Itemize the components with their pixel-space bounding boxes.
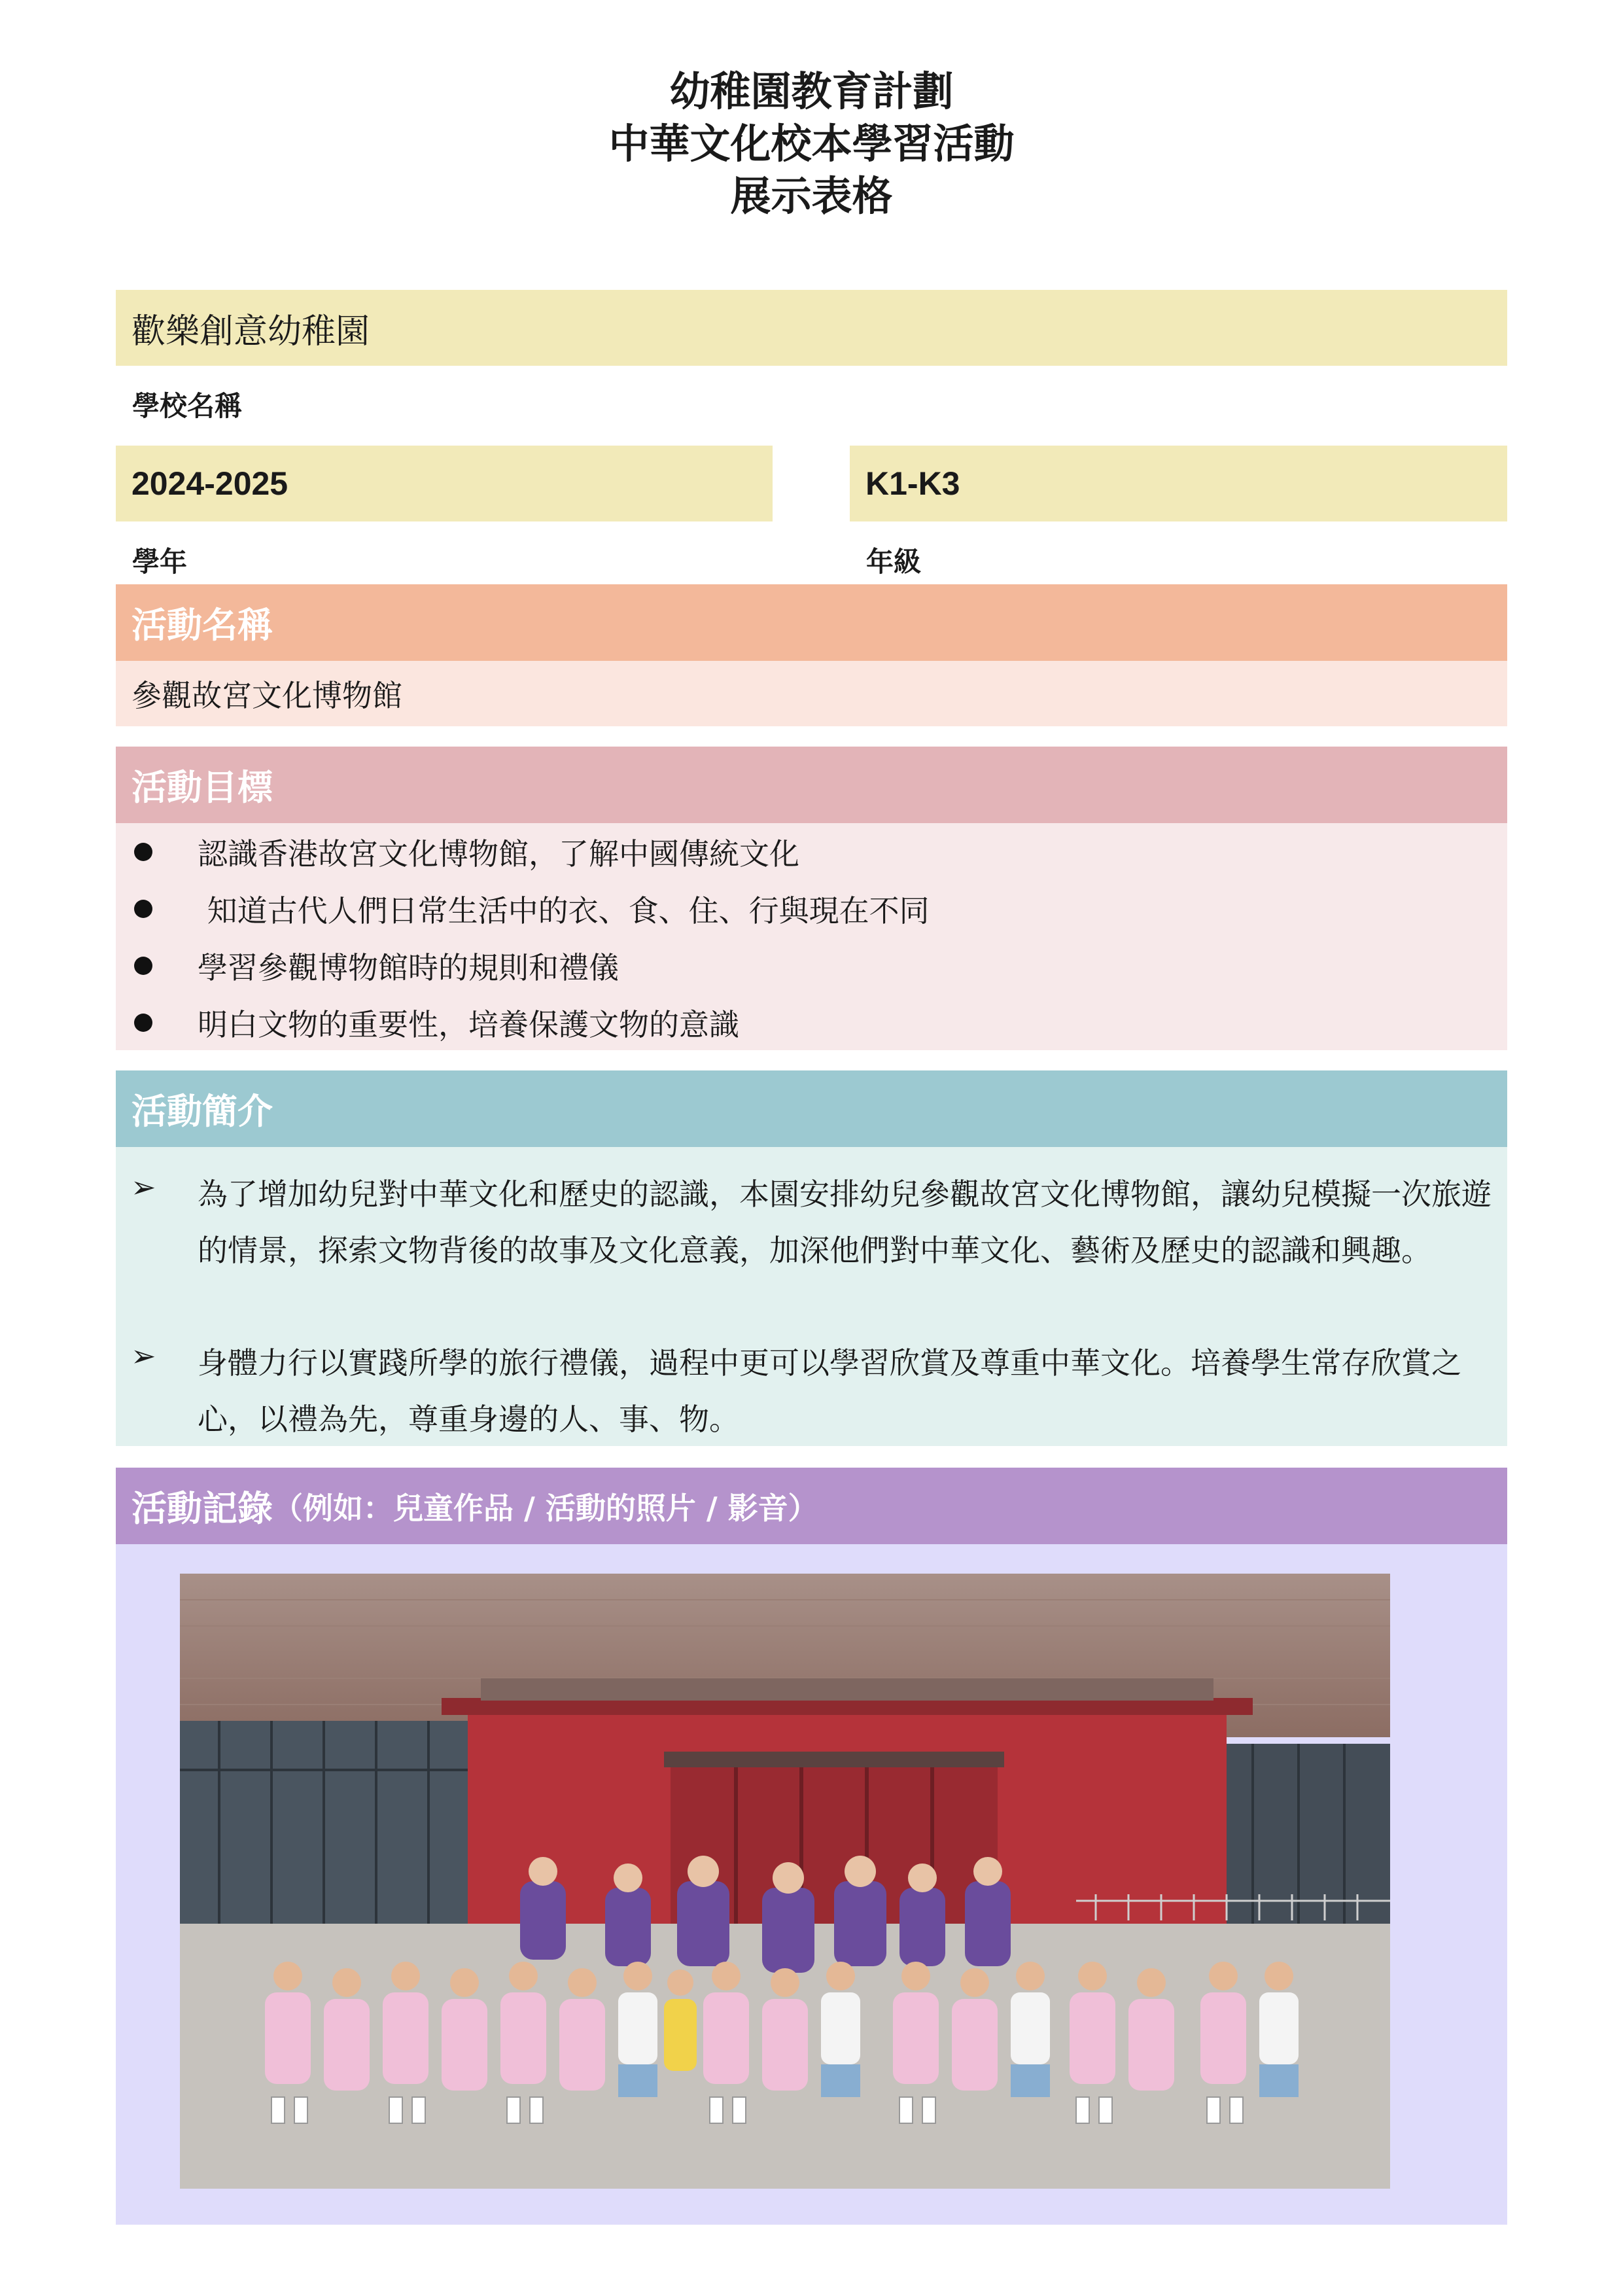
- activity-name-heading: 活動名稱: [116, 584, 1507, 661]
- arrow-bullet-icon: ➢: [131, 1338, 156, 1373]
- school-name-label: 學校名稱: [132, 390, 243, 422]
- bullet-icon: [134, 900, 152, 918]
- record-heading-note: （例如：兒童作品 / 活動的照片 / 影音）: [273, 1490, 818, 1526]
- bullet-icon: [134, 957, 152, 975]
- bullet-icon: [134, 843, 152, 861]
- school-name-field: [116, 290, 1507, 366]
- title-line-1: 幼稚園教育計劃: [669, 67, 954, 115]
- school-name-value: 歡樂創意幼稚園: [131, 311, 370, 351]
- activity-group-photo: [180, 1574, 1390, 2189]
- document-title: [0, 65, 1623, 222]
- school-year-label: 學年: [132, 546, 188, 578]
- intro-paragraph: 為了增加幼兒對中華文化和歷史的認識，本園安排幼兒參觀故宮文化博物館，讓幼兒模擬一次旅遊的情景，探索文物背後的故事及文化意義，加深他們對中華文化、藝術及歷史的認識和興趣。: [198, 1176, 1492, 1268]
- bullet-icon: [134, 1014, 152, 1032]
- activity-name-field: [116, 661, 1507, 726]
- objective-item: 認識香港故宮文化博物館，了解中國傳統文化: [198, 836, 799, 872]
- record-heading-title: 活動記錄: [131, 1488, 273, 1529]
- arrow-bullet-icon: ➢: [131, 1169, 156, 1205]
- title-line-2: 中華文化校本學習活動: [608, 120, 1015, 168]
- objectives-heading: 活動目標: [116, 747, 1507, 823]
- school-year-value: 2024-2025: [131, 465, 288, 502]
- intro-paragraph: 身體力行以實踐所學的旅行禮儀，過程中更可以學習欣賞及尊重中華文化。培養學生常存欣賞之心，以禮為先，尊重身邊的人、事、物。: [198, 1345, 1461, 1437]
- objective-item: 明白文物的重要性，培養保護文物的意識: [198, 1007, 739, 1042]
- activity-name-value: 參觀故宮文化博物館: [131, 678, 402, 713]
- record-heading: [116, 1468, 1507, 1544]
- school-year-field: [116, 446, 773, 521]
- title-line-3: 展示表格: [730, 172, 893, 220]
- objective-item: 知道古代人們日常生活中的衣、食、住、行與現在不同: [198, 893, 930, 928]
- grade-value: K1-K3: [865, 465, 960, 502]
- objective-item: 學習參觀博物館時的規則和禮儀: [198, 950, 619, 985]
- intro-heading: 活動簡介: [116, 1070, 1507, 1147]
- grade-label: 年級: [866, 546, 922, 578]
- grade-field: [850, 446, 1507, 521]
